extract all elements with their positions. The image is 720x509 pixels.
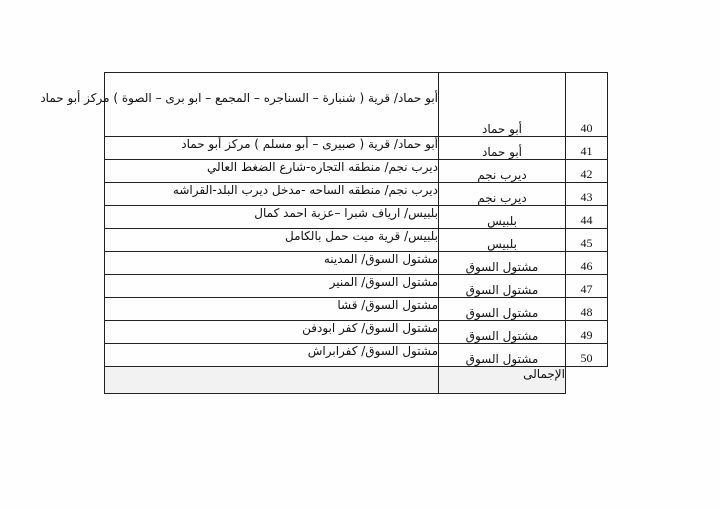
- table-row: [105, 206, 608, 229]
- location-cell: مشتول السوق/ كفر ابودفن: [105, 321, 439, 344]
- location-cell: ديرب نجم/ منطقه الساحه -مدخل ديرب البلد-القراشه: [105, 183, 439, 206]
- location-cell: أبو حماد/ قرية ( شنبارة – السناجره – المجمع – ابو برى – الصوة ) مركز أبو حماد: [105, 73, 439, 137]
- row-number-cell: 48: [566, 298, 608, 321]
- row-number-cell: 42: [566, 160, 608, 183]
- location-cell: مشتول السوق/ المدينه: [105, 252, 439, 275]
- row-number-cell: 41: [566, 137, 608, 160]
- center-cell: مشتول السوق: [439, 321, 566, 344]
- center-cell: ديرب نجم: [439, 160, 566, 183]
- location-cell: مشتول السوق/ قشا: [105, 298, 439, 321]
- data-table: [40, 72, 608, 394]
- center-cell: أبو حماد: [439, 73, 566, 137]
- row-number-cell: 45: [566, 229, 608, 252]
- location-cell: بلبيس/ قرية ميت حمل بالكامل: [105, 229, 439, 252]
- total-value-cell: [105, 367, 439, 394]
- center-cell: أبو حماد: [439, 137, 566, 160]
- total-blank-cell: [566, 367, 608, 394]
- table-row: [105, 275, 608, 298]
- table-row: [105, 229, 608, 252]
- row-number-cell: 40: [566, 73, 608, 137]
- table-row: [105, 298, 608, 321]
- center-cell: مشتول السوق: [439, 252, 566, 275]
- table-row: [105, 73, 608, 137]
- center-cell: ديرب نجم: [439, 183, 566, 206]
- row-number-cell: 44: [566, 206, 608, 229]
- center-cell: بلبيس: [439, 206, 566, 229]
- total-label: الإجمالى: [439, 367, 566, 394]
- location-cell: مشتول السوق/ كفرابراش: [105, 344, 439, 367]
- row-number-cell: 50: [566, 344, 608, 367]
- table-row: [105, 344, 608, 367]
- center-cell: مشتول السوق: [439, 344, 566, 367]
- row-number-cell: 49: [566, 321, 608, 344]
- center-cell: مشتول السوق: [439, 275, 566, 298]
- row-number-cell: 47: [566, 275, 608, 298]
- table-row: [105, 183, 608, 206]
- table-row: [105, 321, 608, 344]
- location-cell: ديرب نجم/ منطقه التجاره-شارع الضغط العالي: [105, 160, 439, 183]
- table-row: [105, 252, 608, 275]
- location-cell: أبو حماد/ قرية ( صبيرى – أبو مسلم ) مركز أبو حماد: [105, 137, 439, 160]
- row-number-cell: 43: [566, 183, 608, 206]
- total-row: [105, 367, 608, 394]
- row-number-cell: 46: [566, 252, 608, 275]
- center-cell: مشتول السوق: [439, 298, 566, 321]
- location-cell: مشتول السوق/ المنير: [105, 275, 439, 298]
- location-cell: بلبيس/ ارياف شبرا –عزبة احمد كمال: [105, 206, 439, 229]
- center-cell: بلبيس: [439, 229, 566, 252]
- table-row: [105, 160, 608, 183]
- table-row: [105, 137, 608, 160]
